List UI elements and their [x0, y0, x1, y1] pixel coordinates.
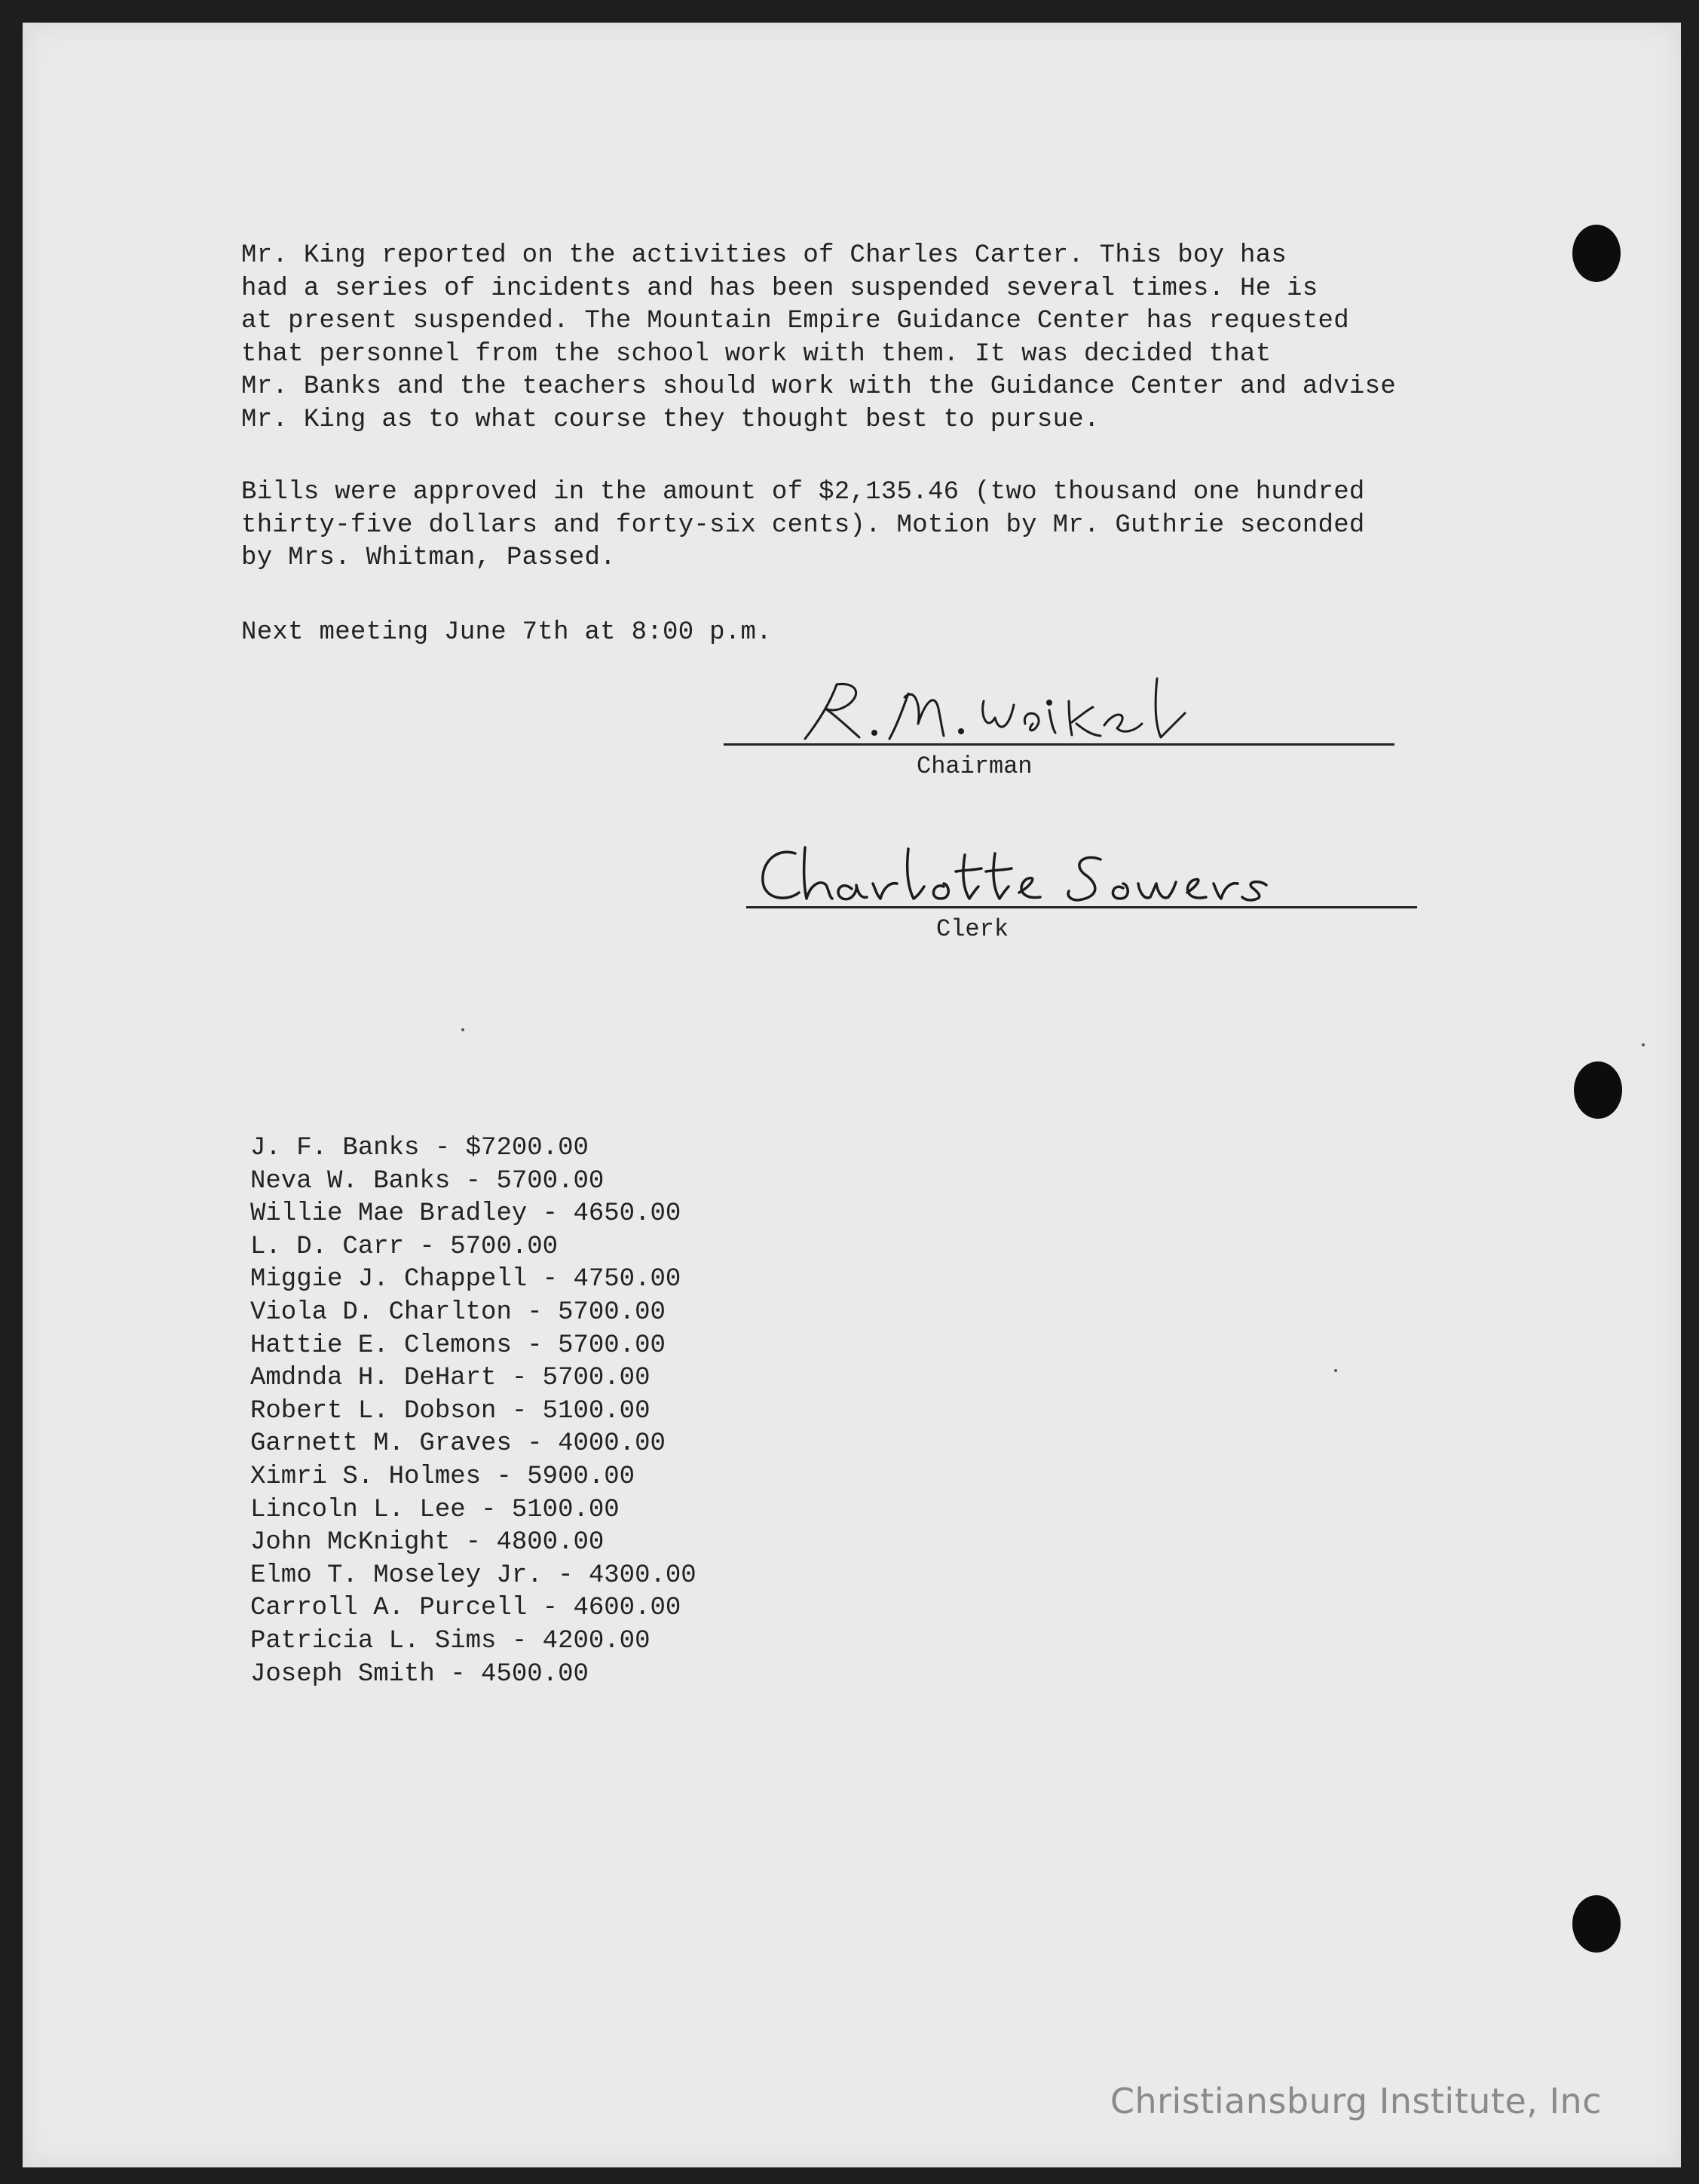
salary-item: Ximri S. Holmes - 5900.00	[250, 1462, 635, 1491]
paper-speck	[1334, 1369, 1337, 1372]
salary-item: Carroll A. Purcell - 4600.00	[250, 1594, 681, 1623]
salary-item: Willie Mae Bradley - 4650.00	[250, 1199, 681, 1229]
paragraph-carter-report: Mr. King reported on the activities of Charles Carter. This boy has had a series of incidents and has been suspended several times. He is at present suspended. The Mountain Empire Guidance Center has requested that personnel from the school work with them. It was decided that Mr. Banks and the teachers should work with the Guidance Center and advise Mr. King as to what course they thought best to pursue.	[241, 241, 1397, 434]
paragraph-next-meeting: Next meeting June 7th at 8:00 p.m.	[241, 618, 772, 647]
binder-hole-middle	[1574, 1061, 1622, 1119]
chairman-caption: Chairman	[917, 752, 1033, 780]
paragraph-bills-approved: Bills were approved in the amount of $2,135.46 (two thousand one hundred thirty-five dollars and forty-six cents). Motion by Mr. Guthrie seconded by Mrs. Whitman, Passed.	[241, 478, 1365, 572]
paper-speck	[1642, 1043, 1645, 1046]
salary-item: Lincoln L. Lee - 5100.00	[250, 1495, 620, 1524]
clerk-signature-line	[746, 906, 1417, 908]
clerk-signature-block	[746, 832, 1417, 953]
salary-item: Hattie E. Clemons - 5700.00	[250, 1331, 666, 1360]
binder-hole-top	[1572, 225, 1621, 282]
chairman-signature-line	[724, 743, 1394, 746]
salary-item: Elmo T. Moseley Jr. - 4300.00	[250, 1561, 696, 1590]
clerk-signature	[746, 832, 1417, 914]
watermark: Christiansburg Institute, Inc	[1110, 2081, 1602, 2121]
salary-item: Robert L. Dobson - 5100.00	[250, 1396, 651, 1426]
document-page	[23, 23, 1681, 2167]
salary-item: Garnett M. Graves - 4000.00	[250, 1429, 666, 1459]
salary-item: Joseph Smith - 4500.00	[250, 1659, 589, 1689]
binder-hole-bottom	[1572, 1895, 1621, 1953]
salary-item: Amdnda H. DeHart - 5700.00	[250, 1364, 651, 1393]
chairman-signature-block	[724, 663, 1394, 784]
paper-speck	[461, 1028, 464, 1031]
chairman-signature	[724, 663, 1394, 745]
salary-list	[250, 1132, 696, 1691]
salary-item: Neva W. Banks - 5700.00	[250, 1166, 605, 1196]
salary-item: Viola D. Charlton - 5700.00	[250, 1297, 666, 1327]
salary-item: Miggie J. Chappell - 4750.00	[250, 1265, 681, 1294]
clerk-caption: Clerk	[936, 915, 1009, 943]
salary-item: John McKnight - 4800.00	[250, 1528, 605, 1558]
salary-item: J. F. Banks - $7200.00	[250, 1134, 589, 1162]
salary-item: L. D. Carr - 5700.00	[250, 1232, 559, 1261]
salary-item: Patricia L. Sims - 4200.00	[250, 1626, 651, 1656]
